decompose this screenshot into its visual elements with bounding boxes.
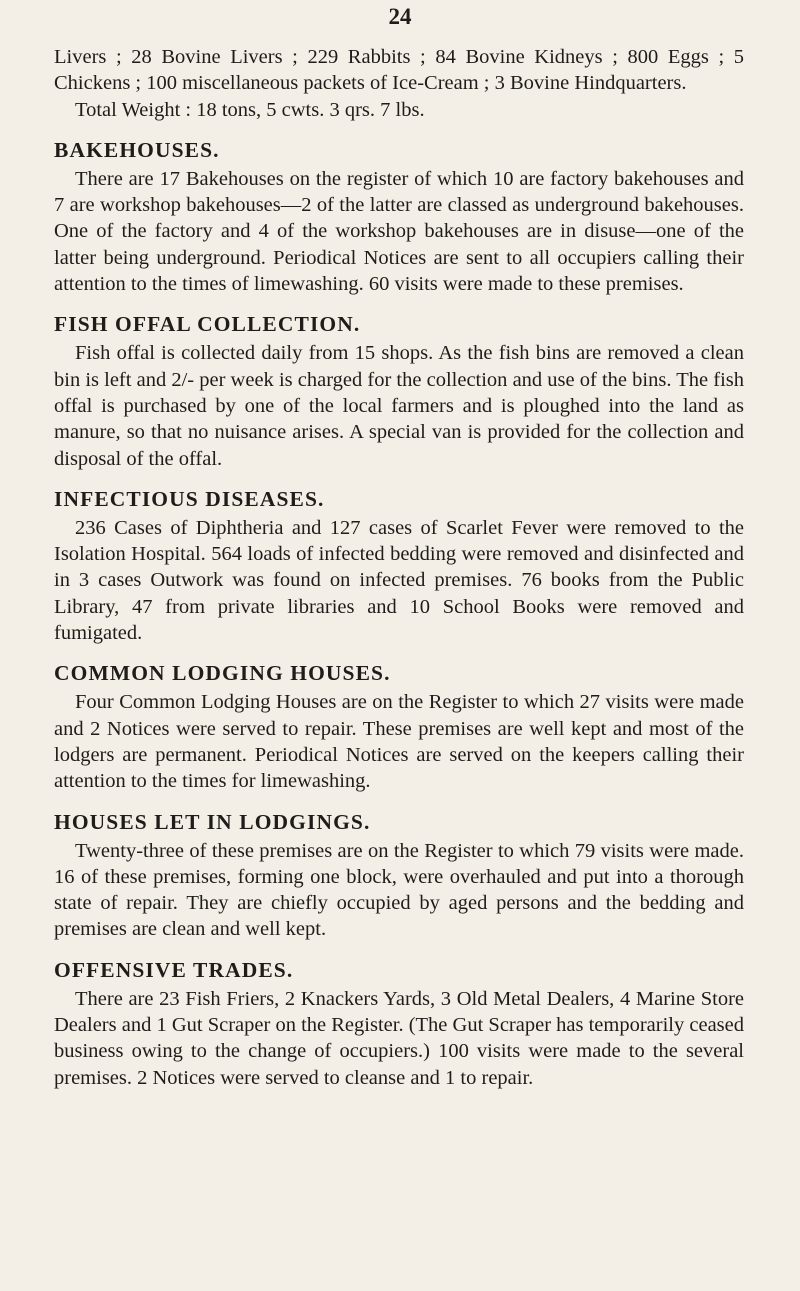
section-body: There are 17 Bakehouses on the register of which 10 are factory bakehouses and 7 are workshop bakehouses—2 of the latter are classed as underground bakehouses. One of the factory and 4 of the workshop bakehouses are in disuse—one of the latter being underground. Periodical Notices are sent to all occupiers calling their attention to the times of limewashing. 60 visits were made to these premises.	[54, 167, 744, 296]
section-heading: OFFENSIVE TRADES.	[54, 957, 294, 982]
document-page	[54, 44, 744, 1091]
section-heading: INFECTIOUS DISEASES.	[54, 486, 325, 511]
page-number: 24	[388, 4, 412, 29]
section-heading: HOUSES LET IN LODGINGS.	[54, 809, 371, 834]
total-weight-line: Total Weight : 18 tons, 5 cwts. 3 qrs. 7 lbs.	[75, 98, 425, 121]
continued-list-paragraph: Livers ; 28 Bovine Livers ; 229 Rabbits ; 84 Bovine Kidneys ; 800 Eggs ; 5 Chickens ; 100 miscellaneous packets of Ice-Cream ; 3 Bovine Hindquarters.	[54, 46, 744, 95]
section-common-lodging-houses	[54, 660, 744, 794]
section-fish-offal-collection	[54, 311, 744, 471]
section-body: There are 23 Fish Friers, 2 Knackers Yards, 3 Old Metal Dealers, 4 Marine Store Dealers and 1 Gut Scraper on the Register. (The Gut Scraper has temporarily ceased business owing to the change of occupiers.) 100 visits were made to the several premises. 2 Notices were served to cleanse and 1 to repair.	[54, 987, 744, 1089]
section-heading: FISH OFFAL COLLECTION.	[54, 312, 361, 337]
section-offensive-trades	[54, 957, 744, 1091]
opening-paragraphs	[54, 44, 744, 123]
section-body: Fish offal is collected daily from 15 shops. As the fish bins are removed a clean bin is left and 2/- per week is charged for the collection and use of the bins. The fish offal is purchased by one of the local farmers and is ploughed into the land as manure, so that no nuisance arises. A special van is provided for the collection and disposal of the offal.	[54, 342, 744, 470]
section-body: 236 Cases of Diphtheria and 127 cases of Scarlet Fever were removed to the Isolation Hospital. 564 loads of infected bedding were removed and disinfected and in 3 cases Outwork was found on infected premises. 76 books from the Public Library, 47 from private libraries and 10 School Books were removed and fumigated.	[54, 516, 744, 645]
section-heading: BAKEHOUSES.	[54, 137, 220, 162]
section-infectious-diseases	[54, 486, 744, 646]
section-body: Four Common Lodging Houses are on the Register to which 27 visits were made and 2 Notices were served to repair. These premises are well kept and most of the lodgers are permanent. Periodical Notices are served on the keepers calling their attention to the times for limewashing.	[54, 691, 744, 793]
section-bakehouses	[54, 137, 744, 297]
section-heading: COMMON LODGING HOUSES.	[54, 661, 391, 686]
section-houses-let-in-lodgings	[54, 809, 744, 943]
section-body: Twenty-three of these premises are on the Register to which 79 visits were made. 16 of these premises, forming one block, were overhauled and put into a thorough state of repair. They are chiefly occupied by aged persons and the bedding and premises are clean and well kept.	[54, 839, 744, 941]
